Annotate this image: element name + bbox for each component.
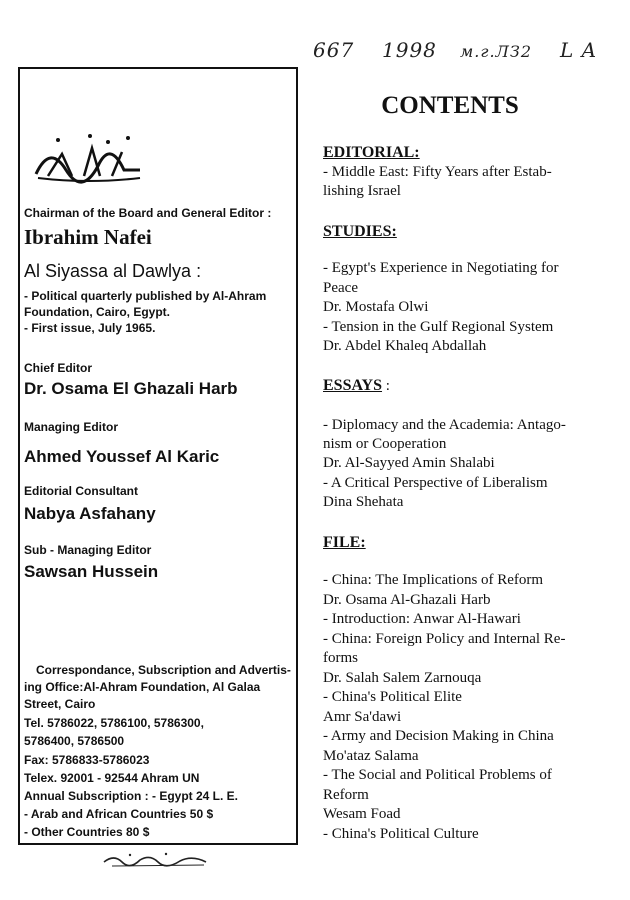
studies-heading: STUDIES: — [323, 223, 397, 240]
file-line-9: - Army and Decision Making in China — [323, 728, 554, 744]
handwritten-code-1: 667 — [313, 38, 355, 62]
studies-line-1: - Egypt's Experience in Negotiating for — [323, 260, 559, 276]
studies-line-4: - Tension in the Gulf Regional System — [323, 319, 554, 335]
magazine-name: Al Siyassa al Dawlya : — [24, 261, 202, 281]
file-line-6: Dr. Salah Salem Zarnouqa — [323, 670, 482, 686]
file-line-5: forms — [323, 650, 358, 666]
handwritten-code-3: L A — [560, 38, 598, 62]
description-line-2: Foundation, Cairo, Egypt. — [24, 305, 170, 319]
chairman-label: Chairman of the Board and General Editor : — [24, 206, 272, 220]
studies-line-2: Peace — [323, 280, 358, 296]
essays-line-4: - A Critical Perspective of Liberalism — [323, 475, 548, 491]
handwritten-year: 1998 — [382, 38, 437, 62]
file-line-1: - China: The Implications of Reform — [323, 572, 544, 588]
fax-line: Fax: 5786833-5786023 — [24, 753, 150, 767]
file-line-2: Dr. Osama Al-Ghazali Harb — [323, 592, 491, 608]
editorial-item-line-1: - Middle East: Fifty Years after Estab- — [323, 164, 552, 180]
essays-line-2: nism or Cooperation — [323, 436, 447, 452]
correspondence-line-3: Street, Cairo — [24, 697, 96, 711]
chief-editor-name: Dr. Osama El Ghazali Harb — [24, 379, 238, 398]
managing-editor-name: Ahmed Youssef Al Karic — [24, 447, 220, 466]
chairman-name: Ibrahim Nafei — [24, 225, 152, 249]
handwritten-code-2: м.г.ЛЗ2 — [460, 42, 533, 61]
editorial-heading: EDITORIAL: — [323, 144, 420, 161]
file-line-7: - China's Political Elite — [323, 689, 462, 705]
managing-editor-label: Managing Editor — [24, 420, 118, 434]
description-line-3: - First issue, July 1965. — [24, 321, 156, 335]
essays-heading-row — [323, 376, 615, 397]
al-ahram-logo — [28, 126, 148, 186]
sub-managing-label: Sub - Managing Editor — [24, 543, 152, 557]
contents-title: CONTENTS — [381, 92, 519, 119]
telex-line: Telex. 92001 - 92544 Ahram UN — [24, 771, 200, 785]
correspondence-line-2: ing Office:Al-Ahram Foundation, Al Galaa — [24, 680, 261, 694]
editorial-item-line-2: lishing Israel — [323, 183, 401, 199]
essays-line-5: Dina Shehata — [323, 494, 404, 510]
file-line-11: - The Social and Political Problems of — [323, 767, 552, 783]
telephone-line-1: Tel. 5786022, 5786100, 5786300, — [24, 716, 204, 730]
studies-line-5: Dr. Abdel Khaleq Abdallah — [323, 338, 487, 354]
printer-imprint-mark — [100, 850, 210, 870]
file-line-12: Reform — [323, 787, 369, 803]
file-line-3: - Introduction: Anwar Al-Hawari — [323, 611, 521, 627]
description-line-1: - Political quarterly published by Al-Ahram — [24, 289, 267, 303]
file-heading: FILE: — [323, 534, 366, 551]
essays-heading: ESSAYS — [323, 377, 383, 394]
other-countries-subscription: - Other Countries 80 $ — [24, 825, 150, 839]
annual-subscription: Annual Subscription : - Egypt 24 L. E. — [24, 789, 239, 803]
consultant-label: Editorial Consultant — [24, 484, 138, 498]
file-line-14: - China's Political Culture — [323, 826, 479, 842]
sub-managing-name: Sawsan Hussein — [24, 562, 159, 581]
essays-line-1: - Diplomacy and the Academia: Antago- — [323, 417, 566, 433]
file-line-10: Mo'ataz Salama — [323, 748, 419, 764]
studies-line-3: Dr. Mostafa Olwi — [323, 299, 429, 315]
chief-editor-label: Chief Editor — [24, 361, 92, 375]
telephone-line-2: 5786400, 5786500 — [24, 734, 125, 748]
file-line-13: Wesam Foad — [323, 806, 401, 822]
file-line-8: Amr Sa'dawi — [323, 709, 402, 725]
file-line-4: - China: Foreign Policy and Internal Re- — [323, 631, 566, 647]
essays-heading-colon: : — [382, 378, 390, 394]
correspondence-line-1: Correspondance, Subscription and Advertis- — [36, 663, 291, 677]
essays-line-3: Dr. Al-Sayyed Amin Shalabi — [323, 455, 495, 471]
consultant-name: Nabya Asfahany — [24, 504, 156, 523]
arab-african-subscription: - Arab and African Countries 50 $ — [24, 807, 214, 821]
